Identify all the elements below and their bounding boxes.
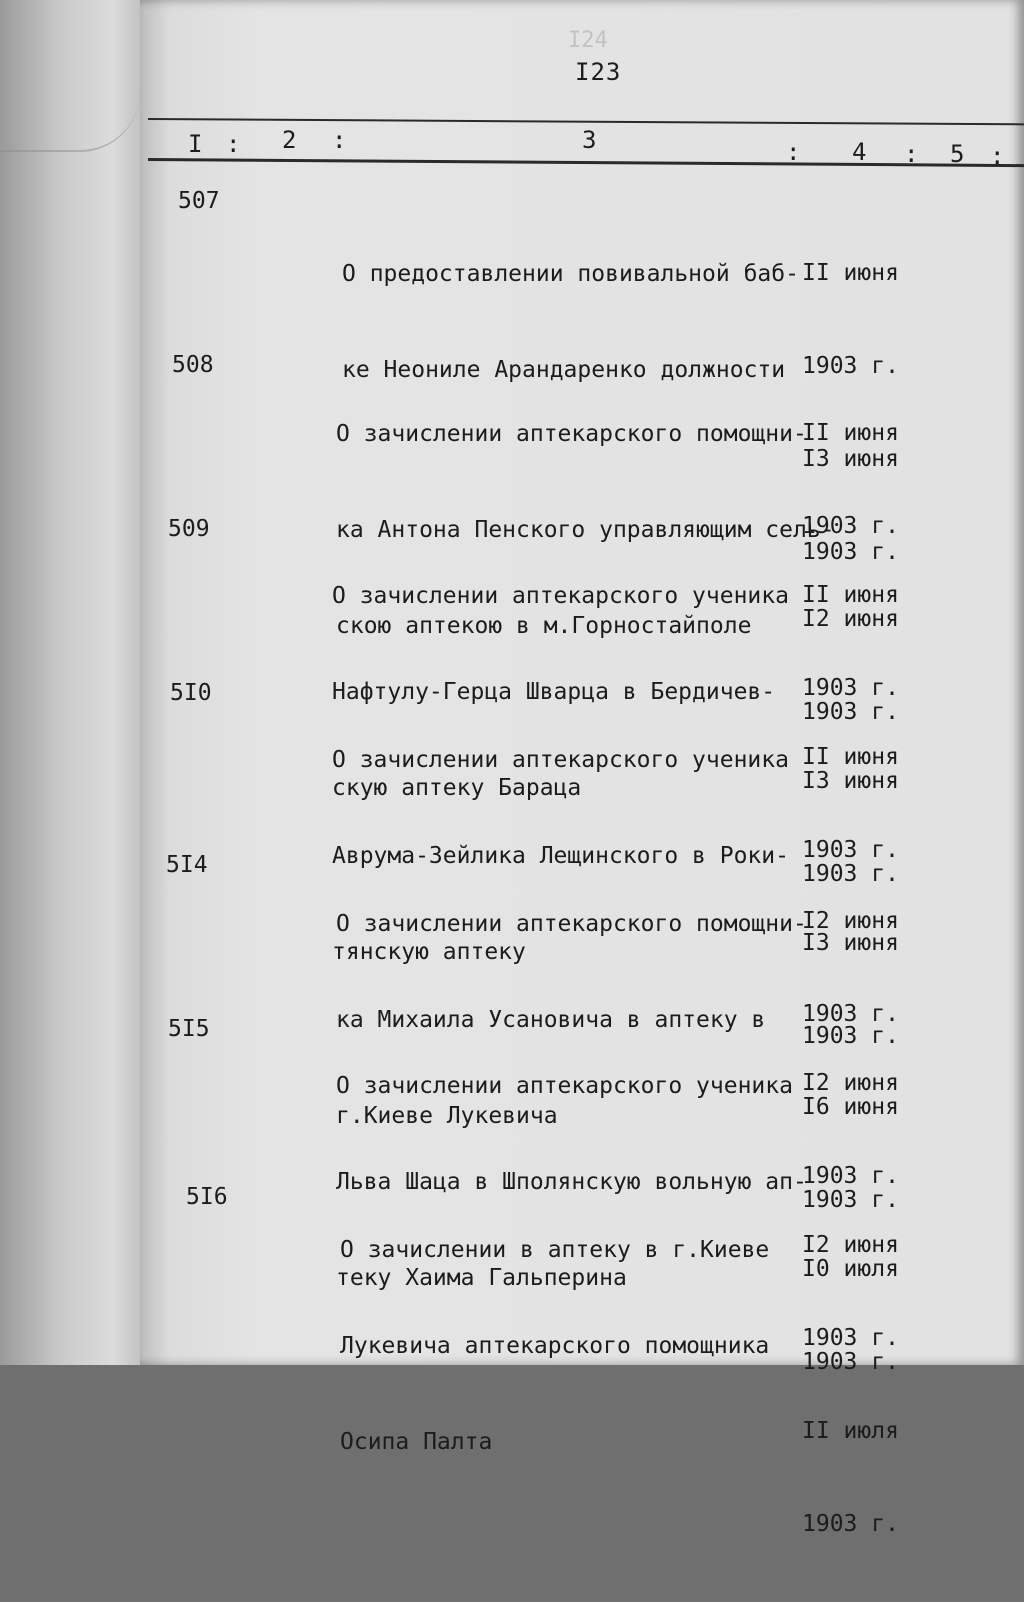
end-date: I3 июня [802, 446, 899, 472]
column-header-2: 2 [282, 126, 297, 154]
entry-number: 5I4 [166, 852, 208, 878]
column-header-5: 5 [950, 140, 965, 168]
bleed-through-page-number: I24 [568, 28, 608, 53]
start-year: 1903 г. [802, 1163, 899, 1189]
entry-number: 509 [168, 516, 210, 542]
description-line: О зачислении аптекарского ученика [336, 1073, 793, 1099]
column-separator: : [990, 142, 1005, 170]
column-separator: : [904, 140, 919, 168]
description-line: г.Киеве Лукевича [336, 1103, 558, 1129]
description-line: ка Михаила Усановича в аптеку в [336, 1007, 766, 1033]
description-line: ка Антона Пенского управляющим сель- [336, 517, 835, 543]
column-separator: : [332, 126, 347, 154]
start-date: I2 июня [802, 1070, 899, 1096]
description-line: Лукевича аптекарского помощника [340, 1333, 770, 1359]
entry-description [340, 1170, 769, 1522]
previous-page-edge [0, 0, 150, 1365]
start-date: II июня [802, 420, 899, 446]
column-header-1: I [188, 130, 203, 158]
description-line: скою аптекою в м.Горностайполе [336, 613, 752, 639]
page-number: I23 [575, 58, 622, 86]
start-date: II июня [802, 582, 899, 608]
end-date: I2 июня [802, 606, 899, 632]
description-line: скую аптеку Бараца [332, 775, 582, 801]
entry-number: 507 [178, 188, 220, 214]
column-header-3: 3 [582, 126, 597, 154]
start-year: 1903 г. [802, 675, 899, 701]
end-year: 1903 г. [802, 1187, 899, 1213]
page-curl [0, 60, 140, 152]
column-separator: : [226, 130, 241, 158]
start-year: 1903 г. [802, 1001, 899, 1027]
end-year: 1903 г. [802, 861, 899, 887]
description-line: О зачислении аптекарского ученика [332, 583, 789, 609]
description-line: теку Хаима Гальперина [336, 1265, 627, 1291]
end-date: I0 июля [802, 1256, 899, 1282]
end-date: I3 июня [802, 768, 899, 794]
column-header-4: 4 [852, 138, 867, 166]
description-line: О зачислении аптекарского помощни- [336, 421, 807, 447]
entry-number: 5I5 [168, 1016, 210, 1042]
description-line: тянскую аптеку [332, 939, 526, 965]
start-year: 1903 г. [802, 513, 899, 539]
entry-number: 5I6 [186, 1184, 228, 1210]
column-separator: : [786, 138, 801, 166]
description-line: О зачислении аптекарского помощни- [336, 911, 807, 937]
end-year: 1903 г. [802, 699, 899, 725]
description-line: О зачислении в аптеку в г.Киеве [340, 1237, 770, 1263]
start-date: II июня [802, 260, 899, 286]
end-year: 1903 г. [802, 1511, 899, 1537]
end-year: 1903 г. [802, 1349, 899, 1375]
entry-number: 508 [172, 352, 214, 378]
description-line: О предоставлении повивальной баб- [342, 261, 799, 287]
description-line: Нафтулу-Герца Шварца в Бердичев- [332, 679, 776, 705]
description-line: Льва Шаца в Шполянскую вольную ап- [336, 1169, 807, 1195]
end-date: II июля [802, 1418, 899, 1444]
start-date: I2 июня [802, 1232, 899, 1258]
description-line: Осипа Палта [340, 1429, 493, 1455]
entry-number: 5I0 [170, 680, 212, 706]
start-date: I2 июня [802, 908, 899, 934]
start-date: II июня [802, 744, 899, 770]
end-year: 1903 г. [802, 1023, 899, 1049]
end-date: I3 июня [802, 930, 899, 956]
description-line: О зачислении аптекарского ученика [332, 747, 789, 773]
start-year: 1903 г. [802, 1325, 899, 1351]
entry-dates [802, 1168, 899, 1602]
description-line: Аврума-Зейлика Лещинского в Роки- [332, 843, 789, 869]
end-date: I6 июня [802, 1094, 899, 1120]
start-year: 1903 г. [802, 837, 899, 863]
end-year: 1903 г. [802, 539, 899, 565]
description-line: ке Неониле Арандаренко должности [342, 357, 786, 383]
start-year: 1903 г. [802, 353, 899, 379]
